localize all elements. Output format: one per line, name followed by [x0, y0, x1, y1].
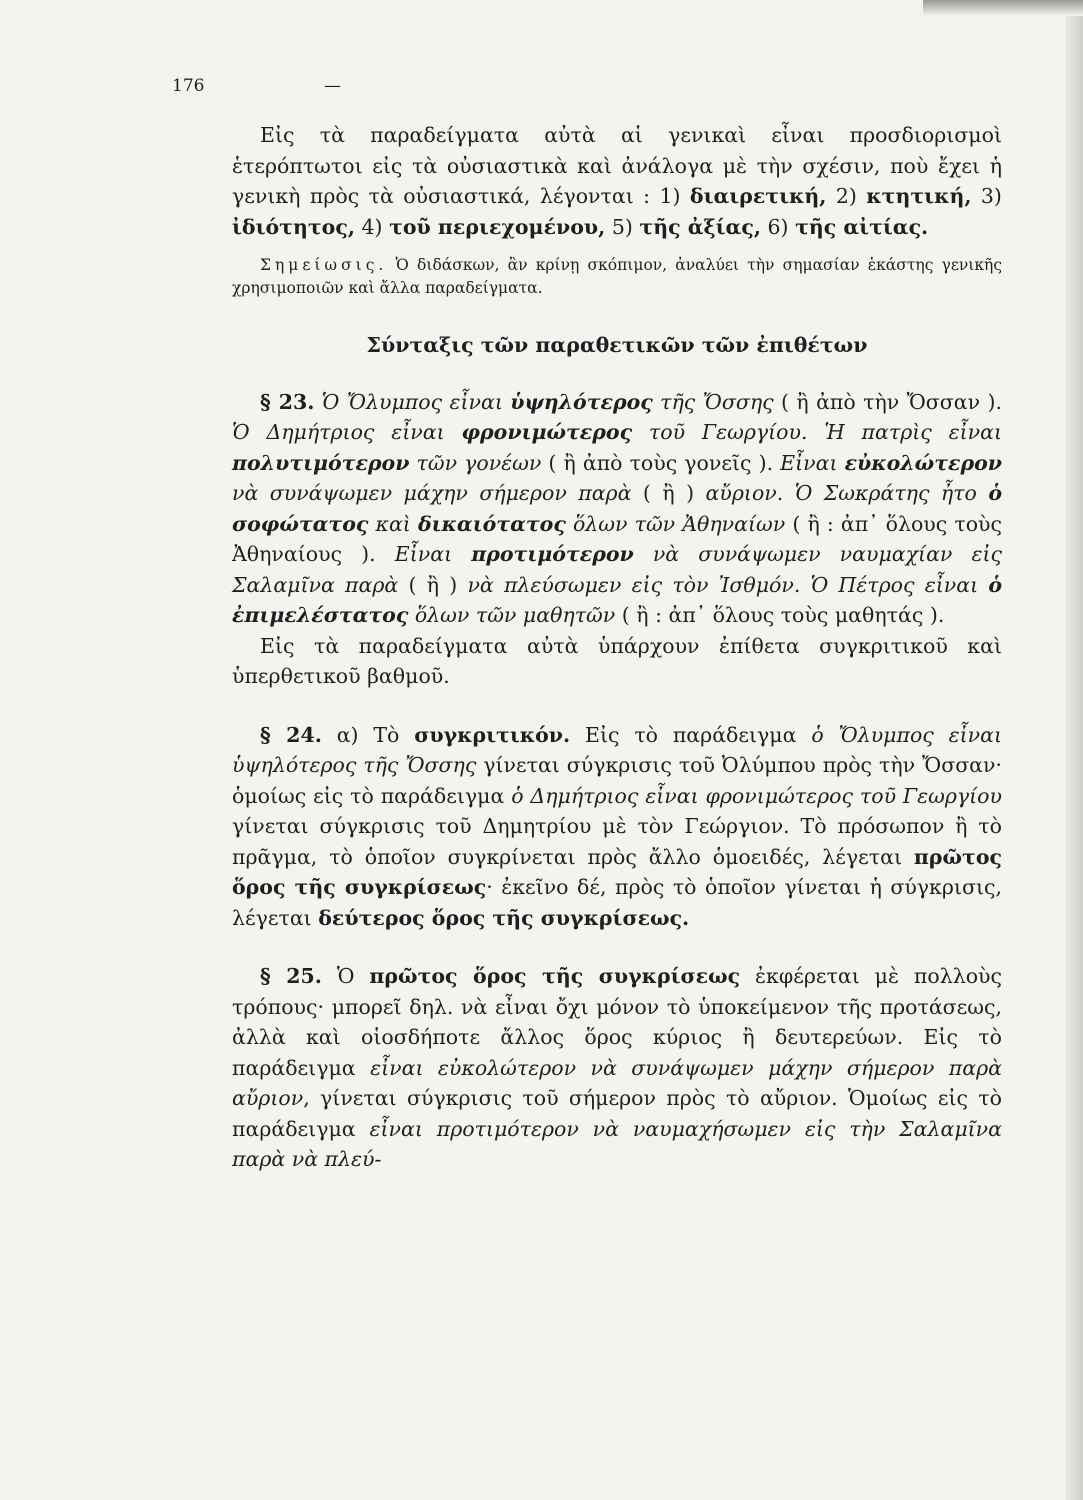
section-23: § 23. Ὁ Ὄλυμπος εἶναι ὑψηλότερος τῆς Ὄσσης ( ἢ ἀπὸ τὴν Ὄσσαν ). Ὁ Δημήτριος εἶναι φρονιμώτερος τοῦ Γεωργίου. Ἡ πατρὶς εἶναι πολυτιμότερον τῶν γονέων ( ἢ ἀπὸ τοὺς γονεῖς ). Εἶναι εὐκολώτερον νὰ συνάψωμεν μάχην σήμερον παρὰ ( ἢ ) αὔριον. Ὁ Σωκράτης ἦτο ὁ σοφώτατος καὶ δικαιότατος ὅλων τῶν Ἀθηναίων ( ἢ : ἀπ᾽ ὅλους τοὺς Ἀθηναίους ). Εἶναι προτιμότερον νὰ συνάψωμεν ναυμαχίαν εἰς Σαλαμῖνα παρὰ ( ἢ ) νὰ πλεύσωμεν εἰς τὸν Ἰσθμόν. Ὁ Πέτρος εἶναι ὁ ἐπιμελέστατος ὅλων τῶν μαθητῶν ( ἢ : ἀπ᾽ ὅλους τοὺς μαθητάς ).	[232, 389, 1003, 627]
page-body	[232, 120, 1002, 1175]
paragraph-genitive: Εἰς τὰ παραδείγματα αὐτὰ αἱ γενικαὶ εἶναι προσδιορισμοὶ ἑτερόπτωτοι εἰς τὰ οὐσιαστικὰ καὶ ἀνάλογα μὲ τὴν σχέσιν, ποὺ ἔχει ἡ γενικὴ πρὸς τὰ οὐσιαστικά, λέγονται : 1) διαιρετική, 2) κτητική, 3) ἰδιότητος, 4) τοῦ περιεχομένου, 5) τῆς ἀξίας, 6) τῆς αἰτίας.	[232, 123, 1002, 239]
section-25-number: § 25.	[260, 964, 322, 988]
scan-shadow	[923, 0, 1083, 16]
note	[232, 254, 1002, 300]
page-number: 176	[172, 76, 205, 96]
section-25: § 25. Ὁ πρῶτος ὅρος τῆς συγκρίσεως ἐκφέρεται μὲ πολλοὺς τρόπους· μπορεῖ δηλ. νὰ εἶναι ὄχι μόνον τὸ ὑποκείμενον τῆς προτάσεως, ἀλλὰ καὶ οἱοσδήποτε ἄλλος ὅρος κύριος ἢ δευτερεύων. Εἰς τὸ παράδειγμα εἶναι εὐκολώτερον νὰ συνάψωμεν μάχην σήμερον παρὰ αὔριον, γίνεται σύγκρισις τοῦ σήμερον πρὸς τὸ αὔριον. Ὁμοίως εἰς τὸ παράδειγμα εἶναι προτιμότερον νὰ ναυμαχήσωμεν εἰς τὴν Σαλαμῖνα παρὰ νὰ πλεύ-	[232, 964, 1002, 1171]
header-dash: —	[324, 76, 341, 96]
page-edge-shadow	[1065, 0, 1083, 1500]
note-label: Σημείωσις.	[260, 256, 388, 274]
section-24-number: § 24.	[260, 722, 322, 747]
section-23-number: § 23.	[260, 389, 315, 414]
section-heading: Σύνταξις τῶν παραθετικῶν τῶν ἐπιθέτων	[366, 333, 868, 357]
paragraph-degrees: Εἰς τὰ παραδείγματα αὐτὰ ὑπάρχουν ἐπίθετα συγκριτικοῦ καὶ ὑπερθετικοῦ βαθμοῦ.	[232, 633, 1002, 688]
section-24: § 24. α) Τὸ συγκριτικόν. Εἰς τὸ παράδειγμα ὁ Ὄλυμπος εἶναι ὑψηλότερος τῆς Ὄσσης γίνεται σύγκρισις τοῦ Ὀλύμπου πρὸς τὴν Ὄσσαν· ὁμοίως εἰς τὸ παράδειγμα ὁ Δημήτριος εἶναι φρονιμώτερος τοῦ Γεωργίου γίνεται σύγκρισις τοῦ Δημητρίου μὲ τὸν Γεώργιον. Τὸ πρόσωπον ἢ τὸ πρᾶγμα, τὸ ὁποῖον συγκρίνεται πρὸς ἄλλο ὁμοειδές, λέγεται πρῶτος ὅρος τῆς συγκρίσεως· ἐκεῖνο δέ, πρὸς τὸ ὁποῖον γίνεται ἡ σύγκρισις, λέγεται δεύτερος ὅρος τῆς συγκρίσεως.	[232, 722, 1003, 930]
page-header	[172, 76, 1012, 96]
note-text: Ὁ διδάσκων, ἂν κρίνῃ σκόπιμον, ἀναλύει τὴν σημασίαν ἑκάστης γενικῆς χρησιμοποιῶν καὶ ἄλλα παραδείγματα.	[232, 256, 1002, 297]
